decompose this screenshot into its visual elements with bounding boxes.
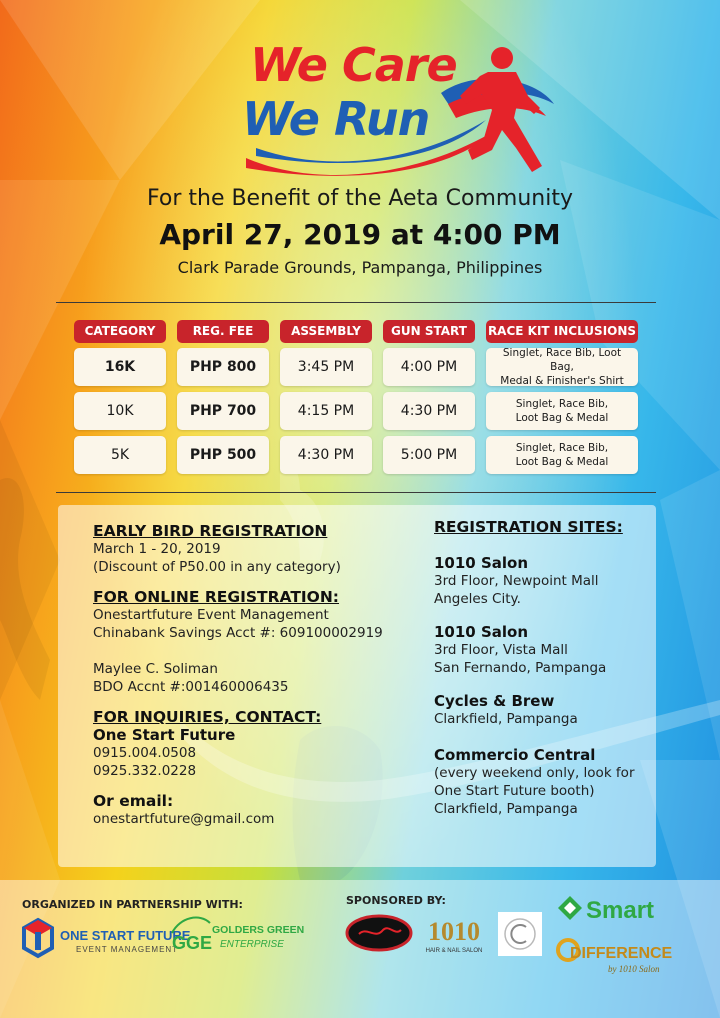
organized-label: ORGANIZED IN PARTNERSHIP WITH: bbox=[22, 898, 243, 911]
difference-logo bbox=[556, 930, 672, 978]
row-16k-fee: PHP 800 bbox=[177, 348, 269, 386]
gge-name-text: GOLDERS GREEN bbox=[212, 924, 305, 936]
site-name: 1010 Salon bbox=[434, 623, 529, 641]
header-gun-start: GUN START bbox=[383, 320, 475, 343]
site-name: Cycles & Brew bbox=[434, 692, 555, 710]
row-5k-fee: PHP 500 bbox=[177, 436, 269, 474]
osf-sub-text: EVENT MANAGEMENT bbox=[76, 945, 179, 954]
site-address-3: Clarkfield, Pampanga bbox=[434, 801, 578, 817]
site-address-1: Clarkfield, Pampanga bbox=[434, 711, 578, 727]
logo-line-we-care: We Care bbox=[250, 38, 457, 92]
email-label: Or email: bbox=[93, 792, 174, 810]
online-bdo-account: BDO Accnt #:001460006435 bbox=[93, 679, 289, 695]
sponsor-oval-logo bbox=[345, 914, 413, 952]
sponsor-1010-sub-text: HAIR & NAIL SALON bbox=[425, 948, 483, 954]
inquiries-title: FOR INQUIRIES, CONTACT: bbox=[93, 708, 322, 726]
site-address-1: 3rd Floor, Newpoint Mall bbox=[434, 573, 599, 589]
row-10k-kit-line2: Loot Bag & Medal bbox=[515, 412, 609, 424]
golders-green-logo bbox=[170, 913, 305, 955]
osf-name-text: ONE START FUTURE bbox=[60, 928, 191, 943]
registration-info bbox=[93, 522, 413, 828]
site-item bbox=[434, 692, 654, 728]
row-10k-category: 10K bbox=[74, 392, 166, 430]
header-category: CATEGORY bbox=[74, 320, 166, 343]
email-address: onestartfuture@gmail.com bbox=[93, 811, 275, 827]
row-16k-assembly: 3:45 PM bbox=[280, 348, 372, 386]
row-10k-kit-line1: Singlet, Race Bib, bbox=[515, 398, 609, 410]
row-5k-category: 5K bbox=[74, 436, 166, 474]
early-bird-dates: March 1 - 20, 2019 bbox=[93, 541, 221, 557]
event-date: April 27, 2019 at 4:00 PM bbox=[159, 218, 561, 251]
row-16k-category: 16K bbox=[74, 348, 166, 386]
header-reg-fee: REG. FEE bbox=[177, 320, 269, 343]
site-address-2: San Fernando, Pampanga bbox=[434, 660, 607, 676]
inquiries-phone-2: 0925.332.0228 bbox=[93, 763, 197, 779]
row-5k-race-kit bbox=[486, 436, 638, 474]
row-10k-race-kit bbox=[486, 392, 638, 430]
online-registration-title: FOR ONLINE REGISTRATION: bbox=[93, 588, 340, 606]
difference-sub-text: by 1010 Salon bbox=[608, 964, 660, 974]
inquiries-contact-name: One Start Future bbox=[93, 726, 236, 744]
site-address-2: One Start Future booth) bbox=[434, 783, 595, 799]
gge-sub-text: ENTERPRISE bbox=[220, 939, 284, 950]
row-5k-gun-start: 5:00 PM bbox=[383, 436, 475, 474]
site-name: 1010 Salon bbox=[434, 554, 529, 572]
logo-line-we-run: We Run bbox=[242, 92, 430, 146]
smart-logo bbox=[556, 892, 672, 926]
inquiries-phone-1: 0915.004.0508 bbox=[93, 745, 197, 761]
header-assembly: ASSEMBLY bbox=[280, 320, 372, 343]
one-start-future-logo bbox=[22, 918, 191, 958]
early-bird-discount: (Discount of P50.00 in any category) bbox=[93, 559, 341, 575]
registration-sites bbox=[434, 518, 654, 818]
sponsor-crest-logo bbox=[498, 912, 542, 956]
difference-text: DIFFERENCE bbox=[570, 945, 673, 962]
benefit-subtitle: For the Benefit of the Aeta Community bbox=[147, 186, 573, 211]
sponsored-label: SPONSORED BY: bbox=[346, 894, 446, 907]
smart-text: Smart bbox=[586, 897, 655, 924]
row-16k-race-kit bbox=[486, 348, 638, 386]
online-chinabank-account: Chinabank Savings Acct #: 609100002919 bbox=[93, 625, 383, 641]
row-10k-gun-start: 4:30 PM bbox=[383, 392, 475, 430]
row-16k-gun-start: 4:00 PM bbox=[383, 348, 475, 386]
divider-bottom bbox=[56, 492, 656, 493]
site-address-2: Angeles City. bbox=[434, 591, 521, 607]
row-5k-kit-line2: Loot Bag & Medal bbox=[515, 456, 609, 468]
row-16k-kit-line1: Singlet, Race Bib, Loot Bag, bbox=[502, 347, 622, 373]
site-item bbox=[434, 623, 654, 677]
row-10k-fee: PHP 700 bbox=[177, 392, 269, 430]
gge-mark-text: GGE bbox=[172, 933, 213, 953]
site-name: Commercio Central bbox=[434, 746, 596, 764]
row-5k-kit-line1: Singlet, Race Bib, bbox=[515, 442, 609, 454]
event-logo bbox=[236, 38, 566, 188]
sponsor-1010-text: 1010 bbox=[428, 917, 480, 946]
site-address-1: (every weekend only, look for bbox=[434, 765, 635, 781]
row-16k-kit-line2: Medal & Finisher's Shirt bbox=[500, 375, 624, 387]
sponsor-1010-logo bbox=[424, 914, 484, 956]
site-address-1: 3rd Floor, Vista Mall bbox=[434, 642, 568, 658]
event-venue: Clark Parade Grounds, Pampanga, Philippines bbox=[177, 258, 543, 277]
site-item bbox=[434, 746, 654, 818]
row-10k-assembly: 4:15 PM bbox=[280, 392, 372, 430]
site-item bbox=[434, 554, 654, 608]
row-5k-assembly: 4:30 PM bbox=[280, 436, 372, 474]
early-bird-title: EARLY BIRD REGISTRATION bbox=[93, 522, 328, 540]
sites-title: REGISTRATION SITES: bbox=[434, 518, 623, 536]
header-race-kit: RACE KIT INCLUSIONS bbox=[486, 320, 638, 343]
online-account-name: Maylee C. Soliman bbox=[93, 661, 218, 677]
online-company: Onestartfuture Event Management bbox=[93, 607, 329, 623]
divider-top bbox=[56, 302, 656, 303]
